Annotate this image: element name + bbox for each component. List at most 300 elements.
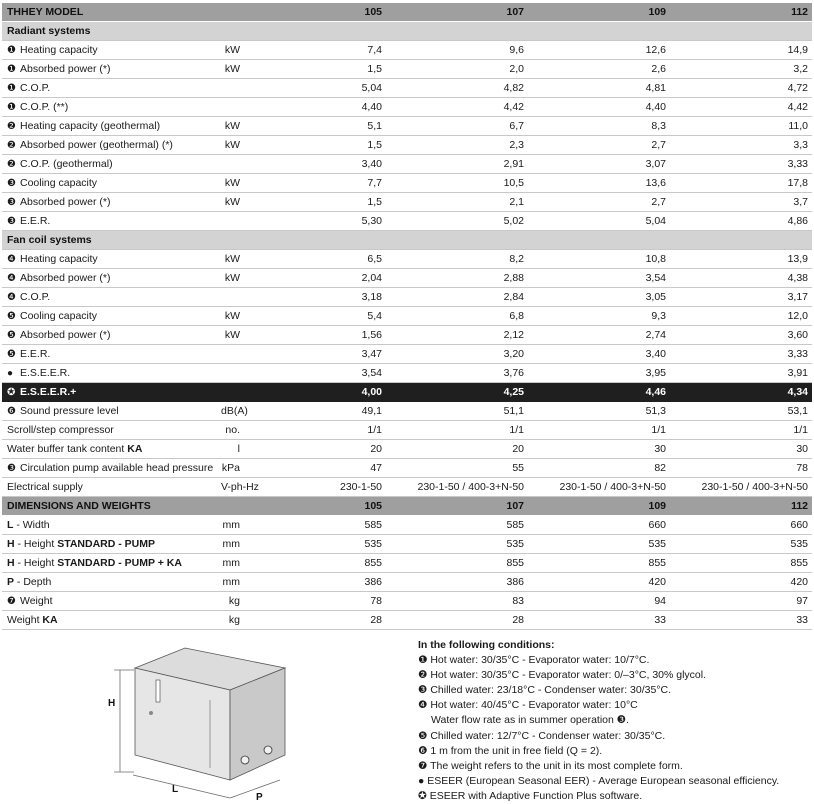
row-label-text: Circulation pump available head pressure	[20, 462, 214, 474]
row-unit: kPa	[216, 459, 244, 478]
spec-table	[2, 3, 812, 630]
row-value-107: 230-1-50 / 400-3+N-50	[386, 478, 528, 497]
row-label-text: Absorbed power (*)	[20, 329, 111, 341]
water-connection-icon	[264, 746, 272, 754]
row-label-text: E.E.R.	[20, 348, 51, 360]
row-value-112: 14,9	[670, 41, 812, 60]
note-line: ● ESEER (European Seasonal EER) - Average European seasonal efficiency.	[418, 774, 780, 787]
row-value-112: 4,42	[670, 98, 812, 117]
row-label	[2, 459, 216, 478]
row-value-107: 3,20	[386, 345, 528, 364]
row-label-text: Cooling capacity	[20, 177, 98, 189]
note-marker-icon: ❻	[7, 406, 16, 417]
dimensions-header-row	[2, 497, 812, 516]
model-col-header: 107	[386, 497, 528, 516]
row-label-text: Scroll/step compressor	[7, 424, 114, 436]
row-value-105: 3,54	[244, 364, 386, 383]
row-unit	[216, 98, 244, 117]
row-value-107: 2,1	[386, 193, 528, 212]
model-col-105: 105	[244, 3, 386, 22]
note-marker-icon: ❸	[7, 197, 16, 208]
row-unit: mm	[216, 535, 244, 554]
row-value-112: 13,9	[670, 250, 812, 269]
table-row	[2, 79, 812, 98]
row-label	[2, 212, 216, 231]
row-value-107: 855	[386, 554, 528, 573]
row-label-emphasis: L	[7, 519, 14, 531]
row-label-text: Absorbed power (geothermal) (*)	[20, 139, 173, 151]
row-label	[2, 288, 216, 307]
table-row	[2, 155, 812, 174]
row-value-105: 3,18	[244, 288, 386, 307]
row-value-107: 6,7	[386, 117, 528, 136]
row-value-107: 5,02	[386, 212, 528, 231]
table-row	[2, 174, 812, 193]
row-value-105: 4,40	[244, 98, 386, 117]
note-line: ❷ Hot water: 30/35°C - Evaporator water: 0/–3°C, 30% glycol.	[418, 669, 707, 682]
table-row	[2, 250, 812, 269]
table-row	[2, 60, 812, 79]
table-header-row	[2, 3, 812, 22]
row-value-109: 82	[528, 459, 670, 478]
table-row	[2, 516, 812, 535]
row-unit	[216, 79, 244, 98]
row-label-emphasis: KA	[127, 443, 143, 455]
note-marker-icon: ❺	[7, 330, 16, 341]
row-label-text: Heating capacity (geothermal)	[20, 120, 161, 132]
row-unit	[216, 383, 244, 402]
row-value-107: 3,76	[386, 364, 528, 383]
row-value-107: 4,42	[386, 98, 528, 117]
row-value-109: 2,7	[528, 136, 670, 155]
row-label-text: - Width	[13, 519, 50, 531]
row-label-text: Electrical supply	[7, 481, 83, 493]
row-label-text: Absorbed power (*)	[20, 272, 111, 284]
row-value-105: 1,56	[244, 326, 386, 345]
row-label	[2, 516, 216, 535]
row-value-112: 3,2	[670, 60, 812, 79]
row-value-107: 1/1	[386, 421, 528, 440]
row-label	[2, 307, 216, 326]
table-row	[2, 421, 812, 440]
row-value-105: 4,00	[244, 383, 386, 402]
table-row	[2, 383, 812, 402]
row-value-105: 6,5	[244, 250, 386, 269]
row-value-109: 2,74	[528, 326, 670, 345]
row-value-109: 12,6	[528, 41, 670, 60]
row-value-105: 20	[244, 440, 386, 459]
row-label-emphasis: KA	[42, 614, 58, 626]
row-value-112: 3,60	[670, 326, 812, 345]
table-row	[2, 364, 812, 383]
row-value-107: 585	[386, 516, 528, 535]
row-value-107: 386	[386, 573, 528, 592]
gauge-icon	[149, 711, 153, 715]
table-row	[2, 478, 812, 497]
row-value-112: 3,33	[670, 155, 812, 174]
row-value-105: 7,7	[244, 174, 386, 193]
row-value-112: 78	[670, 459, 812, 478]
model-col-112: 112	[670, 3, 812, 22]
row-value-105: 7,4	[244, 41, 386, 60]
row-value-112: 660	[670, 516, 812, 535]
row-value-105: 47	[244, 459, 386, 478]
row-value-107: 4,82	[386, 79, 528, 98]
row-value-107: 83	[386, 592, 528, 611]
table-row	[2, 554, 812, 573]
row-value-105: 5,30	[244, 212, 386, 231]
note-line: ❺ Chilled water: 12/7°C - Condenser water: 30/35°C.	[418, 729, 666, 742]
notes-list	[418, 653, 808, 804]
row-value-109: 1/1	[528, 421, 670, 440]
note-marker-icon: ❸	[7, 463, 16, 474]
note-marker-icon: ❸	[7, 178, 16, 189]
model-col-109: 109	[528, 3, 670, 22]
note-marker-icon: ❶	[7, 102, 16, 113]
row-value-105: 78	[244, 592, 386, 611]
row-value-109: 660	[528, 516, 670, 535]
note-marker-icon: ❸	[7, 216, 16, 227]
row-value-109: 94	[528, 592, 670, 611]
row-label-emphasis: H	[7, 557, 15, 569]
note-line: Water flow rate as in summer operation ❸.	[431, 714, 630, 727]
conditions-notes	[418, 638, 808, 804]
row-value-105: 5,1	[244, 117, 386, 136]
note-marker-icon: ✪	[7, 387, 16, 398]
dimension-label-h: H	[108, 698, 116, 709]
row-label-text: E.S.E.E.R.+	[20, 386, 77, 398]
row-unit	[216, 155, 244, 174]
row-value-105: 1/1	[244, 421, 386, 440]
note-marker-icon: ❼	[7, 596, 16, 607]
row-value-105: 230-1-50	[244, 478, 386, 497]
note-marker-icon: ❺	[7, 349, 16, 360]
note-marker-icon: ❶	[7, 45, 16, 56]
row-value-112: 420	[670, 573, 812, 592]
row-value-112: 4,72	[670, 79, 812, 98]
note-marker-icon: ❷	[7, 159, 16, 170]
row-value-105: 49,1	[244, 402, 386, 421]
row-unit	[216, 364, 244, 383]
depth-dimension-line	[230, 780, 280, 798]
row-label	[2, 193, 216, 212]
note-line: ❼ The weight refers to the unit in its most complete form.	[418, 759, 683, 772]
row-unit: kW	[216, 117, 244, 136]
row-unit: no.	[216, 421, 244, 440]
row-value-109: 3,40	[528, 345, 670, 364]
note-line: ❶ Hot water: 30/35°C - Evaporator water: 10/7°C.	[418, 654, 650, 667]
row-label-text: C.O.P. (**)	[20, 101, 69, 113]
row-unit	[216, 345, 244, 364]
row-unit: mm	[216, 573, 244, 592]
row-value-105: 5,04	[244, 79, 386, 98]
row-value-107: 9,6	[386, 41, 528, 60]
row-label	[2, 136, 216, 155]
model-col-header: 112	[670, 497, 812, 516]
handle-icon	[156, 680, 160, 702]
table-row	[2, 212, 812, 231]
note-line: ❹ Hot water: 40/45°C - Evaporator water: 10°C	[418, 699, 638, 712]
row-label-text: Absorbed power (*)	[20, 196, 111, 208]
row-value-112: 12,0	[670, 307, 812, 326]
row-value-105: 535	[244, 535, 386, 554]
row-unit	[216, 212, 244, 231]
row-unit: l	[216, 440, 244, 459]
section-title: Radiant systems	[2, 22, 812, 41]
row-value-109: 230-1-50 / 400-3+N-50	[528, 478, 670, 497]
row-unit: mm	[216, 516, 244, 535]
row-label	[2, 41, 216, 60]
row-value-107: 4,25	[386, 383, 528, 402]
row-unit: dB(A)	[216, 402, 244, 421]
row-label	[2, 421, 216, 440]
row-value-105: 2,04	[244, 269, 386, 288]
row-value-107: 51,1	[386, 402, 528, 421]
table-row	[2, 288, 812, 307]
row-label	[2, 98, 216, 117]
row-unit: mm	[216, 554, 244, 573]
model-col-107: 107	[386, 3, 528, 22]
row-label-text: E.S.E.E.R.	[20, 367, 71, 379]
row-value-109: 2,7	[528, 193, 670, 212]
table-row	[2, 592, 812, 611]
row-label-text: Absorbed power (*)	[20, 63, 111, 75]
note-marker-icon: ❷	[7, 121, 16, 132]
note-marker-icon: ❹	[7, 254, 16, 265]
unit-drawing	[100, 640, 300, 803]
row-value-107: 2,88	[386, 269, 528, 288]
row-value-109: 8,3	[528, 117, 670, 136]
row-value-107: 6,8	[386, 307, 528, 326]
row-unit: kg	[216, 592, 244, 611]
row-value-112: 30	[670, 440, 812, 459]
row-label-text: - Height	[14, 538, 58, 550]
table-row	[2, 535, 812, 554]
row-unit: kW	[216, 136, 244, 155]
row-label-text: Heating capacity	[20, 253, 98, 265]
row-label-text: C.O.P. (geothermal)	[20, 158, 113, 170]
notes-title: In the following conditions:	[418, 639, 555, 651]
row-value-109: 5,04	[528, 212, 670, 231]
table-row	[2, 611, 812, 630]
row-value-109: 3,95	[528, 364, 670, 383]
row-label	[2, 60, 216, 79]
row-unit: kW	[216, 269, 244, 288]
row-value-107: 2,0	[386, 60, 528, 79]
row-unit: kW	[216, 307, 244, 326]
row-value-109: 10,8	[528, 250, 670, 269]
section-title: DIMENSIONS AND WEIGHTS	[2, 497, 244, 516]
row-value-109: 33	[528, 611, 670, 630]
row-value-112: 855	[670, 554, 812, 573]
note-marker-icon: ❶	[7, 83, 16, 94]
row-unit: kW	[216, 250, 244, 269]
row-label	[2, 535, 216, 554]
row-value-107: 2,3	[386, 136, 528, 155]
row-value-109: 4,40	[528, 98, 670, 117]
row-label	[2, 554, 216, 573]
row-unit	[216, 288, 244, 307]
row-label	[2, 326, 216, 345]
row-value-112: 4,38	[670, 269, 812, 288]
row-label-text: Weight	[20, 595, 53, 607]
row-value-107: 2,84	[386, 288, 528, 307]
row-value-112: 97	[670, 592, 812, 611]
note-marker-icon: ❹	[7, 273, 16, 284]
row-label-emphasis: STANDARD - PUMP + KA	[57, 557, 182, 569]
row-label-emphasis: H	[7, 538, 15, 550]
model-col-header: 105	[244, 497, 386, 516]
row-value-112: 3,3	[670, 136, 812, 155]
note-line: ❻ 1 m from the unit in free field (Q = 2).	[418, 744, 603, 757]
table-row	[2, 193, 812, 212]
section-title: Fan coil systems	[2, 231, 812, 250]
note-marker-icon: ❷	[7, 140, 16, 151]
row-label-text: C.O.P.	[20, 291, 51, 303]
row-value-109: 30	[528, 440, 670, 459]
row-value-112: 3,17	[670, 288, 812, 307]
table-row	[2, 440, 812, 459]
row-value-105: 386	[244, 573, 386, 592]
row-value-109: 420	[528, 573, 670, 592]
table-row	[2, 345, 812, 364]
row-value-109: 51,3	[528, 402, 670, 421]
row-label	[2, 573, 216, 592]
row-value-105: 585	[244, 516, 386, 535]
row-value-105: 1,5	[244, 193, 386, 212]
row-value-107: 55	[386, 459, 528, 478]
row-label-text: Weight	[7, 614, 43, 626]
row-label	[2, 383, 216, 402]
spec-body	[2, 3, 812, 630]
row-label-text: Cooling capacity	[20, 310, 98, 322]
note-marker-icon: ❺	[7, 311, 16, 322]
row-label	[2, 611, 216, 630]
dimension-label-p: P	[256, 792, 263, 803]
row-value-109: 3,54	[528, 269, 670, 288]
row-value-105: 28	[244, 611, 386, 630]
row-label-text: E.E.R.	[20, 215, 51, 227]
row-value-107: 535	[386, 535, 528, 554]
row-label	[2, 364, 216, 383]
row-value-112: 3,91	[670, 364, 812, 383]
note-line: ❸ Chilled water: 23/18°C - Condenser water: 30/35°C.	[418, 684, 672, 697]
row-value-107: 20	[386, 440, 528, 459]
model-col-header: 109	[528, 497, 670, 516]
table-title: THHEY MODEL	[2, 3, 244, 22]
row-value-109: 2,6	[528, 60, 670, 79]
row-value-112: 33	[670, 611, 812, 630]
row-value-112: 17,8	[670, 174, 812, 193]
row-label-text: Heating capacity	[20, 44, 98, 56]
row-label	[2, 174, 216, 193]
row-value-105: 1,5	[244, 60, 386, 79]
table-row	[2, 41, 812, 60]
row-label	[2, 592, 216, 611]
table-row	[2, 326, 812, 345]
row-value-105: 3,47	[244, 345, 386, 364]
row-value-107: 2,91	[386, 155, 528, 174]
row-value-109: 3,07	[528, 155, 670, 174]
length-dimension-line	[133, 775, 230, 798]
section-row	[2, 231, 812, 250]
table-row	[2, 459, 812, 478]
dimension-label-l: L	[172, 784, 179, 795]
row-unit: V-ph-Hz	[216, 478, 244, 497]
row-label-text: - Depth	[14, 576, 52, 588]
row-label-text: Water buffer tank content	[7, 443, 128, 455]
row-value-112: 535	[670, 535, 812, 554]
row-label	[2, 478, 216, 497]
row-value-112: 3,33	[670, 345, 812, 364]
row-unit: kW	[216, 326, 244, 345]
row-label-text: - Height	[14, 557, 58, 569]
row-label	[2, 345, 216, 364]
row-label	[2, 117, 216, 136]
table-row	[2, 573, 812, 592]
row-value-107: 2,12	[386, 326, 528, 345]
row-label	[2, 269, 216, 288]
row-value-109: 855	[528, 554, 670, 573]
row-label-text: C.O.P.	[20, 82, 51, 94]
section-row	[2, 22, 812, 41]
row-value-112: 53,1	[670, 402, 812, 421]
row-value-109: 9,3	[528, 307, 670, 326]
row-value-107: 10,5	[386, 174, 528, 193]
row-value-105: 5,4	[244, 307, 386, 326]
water-connection-icon	[241, 756, 249, 764]
note-line: ✪ ESEER with Adaptive Function Plus software.	[418, 789, 643, 802]
table-row	[2, 402, 812, 421]
row-value-112: 11,0	[670, 117, 812, 136]
row-label	[2, 155, 216, 174]
row-value-109: 13,6	[528, 174, 670, 193]
row-value-109: 3,05	[528, 288, 670, 307]
row-label-emphasis: P	[7, 576, 15, 588]
row-label	[2, 250, 216, 269]
row-value-112: 3,7	[670, 193, 812, 212]
row-value-109: 535	[528, 535, 670, 554]
row-label	[2, 402, 216, 421]
table-row	[2, 117, 812, 136]
row-value-107: 8,2	[386, 250, 528, 269]
row-unit: kW	[216, 41, 244, 60]
row-label	[2, 79, 216, 98]
table-row	[2, 307, 812, 326]
row-unit: kW	[216, 174, 244, 193]
row-value-105: 3,40	[244, 155, 386, 174]
note-marker-icon: ●	[7, 368, 14, 379]
row-value-105: 1,5	[244, 136, 386, 155]
row-value-109: 4,81	[528, 79, 670, 98]
row-unit: kg	[216, 611, 244, 630]
row-value-109: 4,46	[528, 383, 670, 402]
note-marker-icon: ❶	[7, 64, 16, 75]
row-value-112: 4,86	[670, 212, 812, 231]
table-row	[2, 269, 812, 288]
table-row	[2, 136, 812, 155]
table-row	[2, 98, 812, 117]
row-unit: kW	[216, 60, 244, 79]
row-label-emphasis: STANDARD - PUMP	[57, 538, 156, 550]
row-value-112: 230-1-50 / 400-3+N-50	[670, 478, 812, 497]
row-value-107: 28	[386, 611, 528, 630]
row-label-text: Sound pressure level	[20, 405, 119, 417]
row-value-105: 855	[244, 554, 386, 573]
note-marker-icon: ❹	[7, 292, 16, 303]
row-unit: kW	[216, 193, 244, 212]
row-value-112: 1/1	[670, 421, 812, 440]
